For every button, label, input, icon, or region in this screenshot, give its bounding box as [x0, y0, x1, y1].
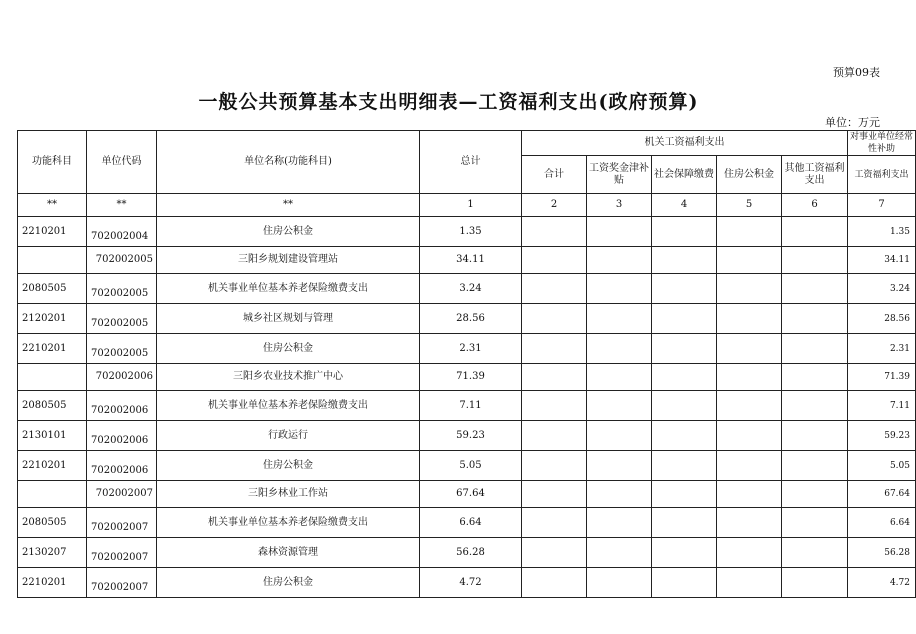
cell-subtotal — [522, 421, 587, 451]
cell-subtotal — [522, 508, 587, 538]
cell-unit-name: 住房公积金 — [157, 451, 420, 481]
cell-func-code: 2080505 — [18, 391, 87, 421]
cell-housing — [717, 538, 782, 568]
cell-func-code: 2130207 — [18, 538, 87, 568]
index-cell: 1 — [420, 194, 522, 217]
table-row — [18, 568, 916, 598]
cell-subtotal — [522, 538, 587, 568]
cell-unit-name: 三阳乡林业工作站 — [157, 481, 420, 508]
cell-func-code: 2210201 — [18, 334, 87, 364]
cell-subtotal — [522, 391, 587, 421]
cell-unit-code: 702002006 — [87, 451, 157, 481]
cell-housing — [717, 217, 782, 247]
table-row — [18, 451, 916, 481]
cell-unit-name: 森林资源管理 — [157, 538, 420, 568]
table-row — [18, 508, 916, 538]
cell-unit-name: 住房公积金 — [157, 217, 420, 247]
cell-enterprise-salary: 34.11 — [848, 247, 916, 274]
cell-housing — [717, 391, 782, 421]
cell-total: 1.35 — [420, 217, 522, 247]
cell-housing — [717, 334, 782, 364]
cell-total: 7.11 — [420, 391, 522, 421]
cell-func-code — [18, 364, 87, 391]
header-row-1 — [18, 131, 916, 156]
cell-social — [652, 481, 717, 508]
cell-enterprise-salary: 1.35 — [848, 217, 916, 247]
index-cell: ** — [87, 194, 157, 217]
col-header-func-code: 功能科目 — [18, 131, 87, 194]
cell-social — [652, 451, 717, 481]
cell-func-code: 2210201 — [18, 568, 87, 598]
cell-other — [782, 451, 848, 481]
cell-func-code: 2120201 — [18, 304, 87, 334]
col-header-agency-group: 机关工资福利支出 — [522, 131, 848, 156]
cell-social — [652, 421, 717, 451]
cell-unit-name: 机关事业单位基本养老保险缴费支出 — [157, 391, 420, 421]
table-row — [18, 538, 916, 568]
cell-salary — [587, 481, 652, 508]
cell-other — [782, 364, 848, 391]
cell-subtotal — [522, 334, 587, 364]
cell-total: 67.64 — [420, 481, 522, 508]
cell-housing — [717, 508, 782, 538]
cell-social — [652, 247, 717, 274]
cell-enterprise-salary: 5.05 — [848, 451, 916, 481]
col-header-enterprise-salary: 工资福利支出 — [848, 156, 916, 194]
table-row — [18, 481, 916, 508]
form-number: 预算09表 — [833, 66, 880, 79]
col-header-unit-code: 单位代码 — [87, 131, 157, 194]
col-header-subtotal: 合计 — [522, 156, 587, 194]
cell-social — [652, 391, 717, 421]
cell-salary — [587, 568, 652, 598]
cell-housing — [717, 568, 782, 598]
cell-total: 5.05 — [420, 451, 522, 481]
cell-enterprise-salary: 7.11 — [848, 391, 916, 421]
cell-total: 4.72 — [420, 568, 522, 598]
table-row — [18, 364, 916, 391]
cell-other — [782, 568, 848, 598]
cell-enterprise-salary: 2.31 — [848, 334, 916, 364]
cell-subtotal — [522, 568, 587, 598]
cell-housing — [717, 304, 782, 334]
cell-other — [782, 274, 848, 304]
cell-subtotal — [522, 217, 587, 247]
index-cell: 4 — [652, 194, 717, 217]
cell-enterprise-salary: 67.64 — [848, 481, 916, 508]
cell-func-code: 2210201 — [18, 217, 87, 247]
cell-housing — [717, 247, 782, 274]
cell-enterprise-salary: 6.64 — [848, 508, 916, 538]
cell-total: 71.39 — [420, 364, 522, 391]
cell-unit-code: 702002007 — [87, 538, 157, 568]
table-row — [18, 304, 916, 334]
table-row — [18, 247, 916, 274]
cell-social — [652, 334, 717, 364]
cell-func-code — [18, 247, 87, 274]
cell-unit-code: 702002006 — [87, 421, 157, 451]
index-cell: 2 — [522, 194, 587, 217]
cell-social — [652, 274, 717, 304]
cell-salary — [587, 508, 652, 538]
cell-other — [782, 334, 848, 364]
cell-unit-name: 住房公积金 — [157, 568, 420, 598]
cell-other — [782, 481, 848, 508]
cell-salary — [587, 421, 652, 451]
cell-unit-code: 702002007 — [87, 481, 157, 508]
cell-salary — [587, 274, 652, 304]
index-cell: 6 — [782, 194, 848, 217]
cell-housing — [717, 481, 782, 508]
cell-unit-code: 702002005 — [87, 334, 157, 364]
cell-salary — [587, 304, 652, 334]
cell-enterprise-salary: 28.56 — [848, 304, 916, 334]
table-row — [18, 421, 916, 451]
index-row — [18, 194, 916, 217]
cell-unit-name: 机关事业单位基本养老保险缴费支出 — [157, 274, 420, 304]
cell-subtotal — [522, 481, 587, 508]
cell-unit-code: 702002005 — [87, 304, 157, 334]
cell-other — [782, 391, 848, 421]
cell-salary — [587, 364, 652, 391]
index-cell: ** — [157, 194, 420, 217]
page-title: 一般公共预算基本支出明细表—工资福利支出(政府预算) — [198, 91, 699, 113]
cell-subtotal — [522, 274, 587, 304]
cell-housing — [717, 364, 782, 391]
cell-total: 6.64 — [420, 508, 522, 538]
cell-other — [782, 304, 848, 334]
col-header-housing: 住房公积金 — [717, 156, 782, 194]
index-cell: 5 — [717, 194, 782, 217]
cell-housing — [717, 274, 782, 304]
cell-func-code: 2130101 — [18, 421, 87, 451]
cell-housing — [717, 421, 782, 451]
cell-salary — [587, 451, 652, 481]
cell-salary — [587, 391, 652, 421]
col-header-other: 其他工资福利支出 — [782, 156, 848, 194]
cell-unit-code: 702002004 — [87, 217, 157, 247]
cell-subtotal — [522, 364, 587, 391]
cell-total: 2.31 — [420, 334, 522, 364]
cell-other — [782, 217, 848, 247]
cell-unit-code: 702002006 — [87, 391, 157, 421]
cell-total: 28.56 — [420, 304, 522, 334]
cell-subtotal — [522, 247, 587, 274]
cell-social — [652, 217, 717, 247]
cell-unit-name: 城乡社区规划与管理 — [157, 304, 420, 334]
cell-unit-code: 702002007 — [87, 508, 157, 538]
cell-total: 56.28 — [420, 538, 522, 568]
cell-enterprise-salary: 59.23 — [848, 421, 916, 451]
cell-enterprise-salary: 4.72 — [848, 568, 916, 598]
cell-unit-code: 702002006 — [87, 364, 157, 391]
cell-func-code: 2210201 — [18, 451, 87, 481]
cell-subtotal — [522, 304, 587, 334]
table-row — [18, 391, 916, 421]
cell-unit-code: 702002005 — [87, 247, 157, 274]
col-header-total: 总计 — [420, 131, 522, 194]
cell-unit-code: 702002005 — [87, 274, 157, 304]
cell-unit-name: 行政运行 — [157, 421, 420, 451]
col-header-enterprise-group: 对事业单位经常性补助 — [848, 131, 916, 156]
cell-enterprise-salary: 3.24 — [848, 274, 916, 304]
cell-other — [782, 538, 848, 568]
cell-social — [652, 508, 717, 538]
cell-enterprise-salary: 56.28 — [848, 538, 916, 568]
cell-unit-name: 三阳乡规划建设管理站 — [157, 247, 420, 274]
budget-table — [17, 130, 916, 598]
table-row — [18, 334, 916, 364]
cell-func-code: 2080505 — [18, 274, 87, 304]
cell-salary — [587, 538, 652, 568]
cell-salary — [587, 217, 652, 247]
cell-unit-code: 702002007 — [87, 568, 157, 598]
cell-social — [652, 568, 717, 598]
cell-social — [652, 538, 717, 568]
cell-subtotal — [522, 451, 587, 481]
cell-social — [652, 304, 717, 334]
unit-label: 单位：万元 — [825, 116, 880, 129]
index-cell: 7 — [848, 194, 916, 217]
cell-housing — [717, 451, 782, 481]
index-cell: ** — [18, 194, 87, 217]
table-row — [18, 274, 916, 304]
cell-total: 34.11 — [420, 247, 522, 274]
cell-enterprise-salary: 71.39 — [848, 364, 916, 391]
col-header-unit-name: 单位名称(功能科目) — [157, 131, 420, 194]
index-cell: 3 — [587, 194, 652, 217]
cell-salary — [587, 247, 652, 274]
table-body — [18, 131, 916, 598]
cell-func-code — [18, 481, 87, 508]
cell-unit-name: 机关事业单位基本养老保险缴费支出 — [157, 508, 420, 538]
cell-social — [652, 364, 717, 391]
table-row — [18, 217, 916, 247]
col-header-social: 社会保障缴费 — [652, 156, 717, 194]
cell-total: 59.23 — [420, 421, 522, 451]
cell-other — [782, 421, 848, 451]
cell-other — [782, 247, 848, 274]
cell-other — [782, 508, 848, 538]
cell-unit-name: 住房公积金 — [157, 334, 420, 364]
cell-salary — [587, 334, 652, 364]
cell-total: 3.24 — [420, 274, 522, 304]
cell-unit-name: 三阳乡农业技术推广中心 — [157, 364, 420, 391]
col-header-salary: 工资奖金津补贴 — [587, 156, 652, 194]
cell-func-code: 2080505 — [18, 508, 87, 538]
